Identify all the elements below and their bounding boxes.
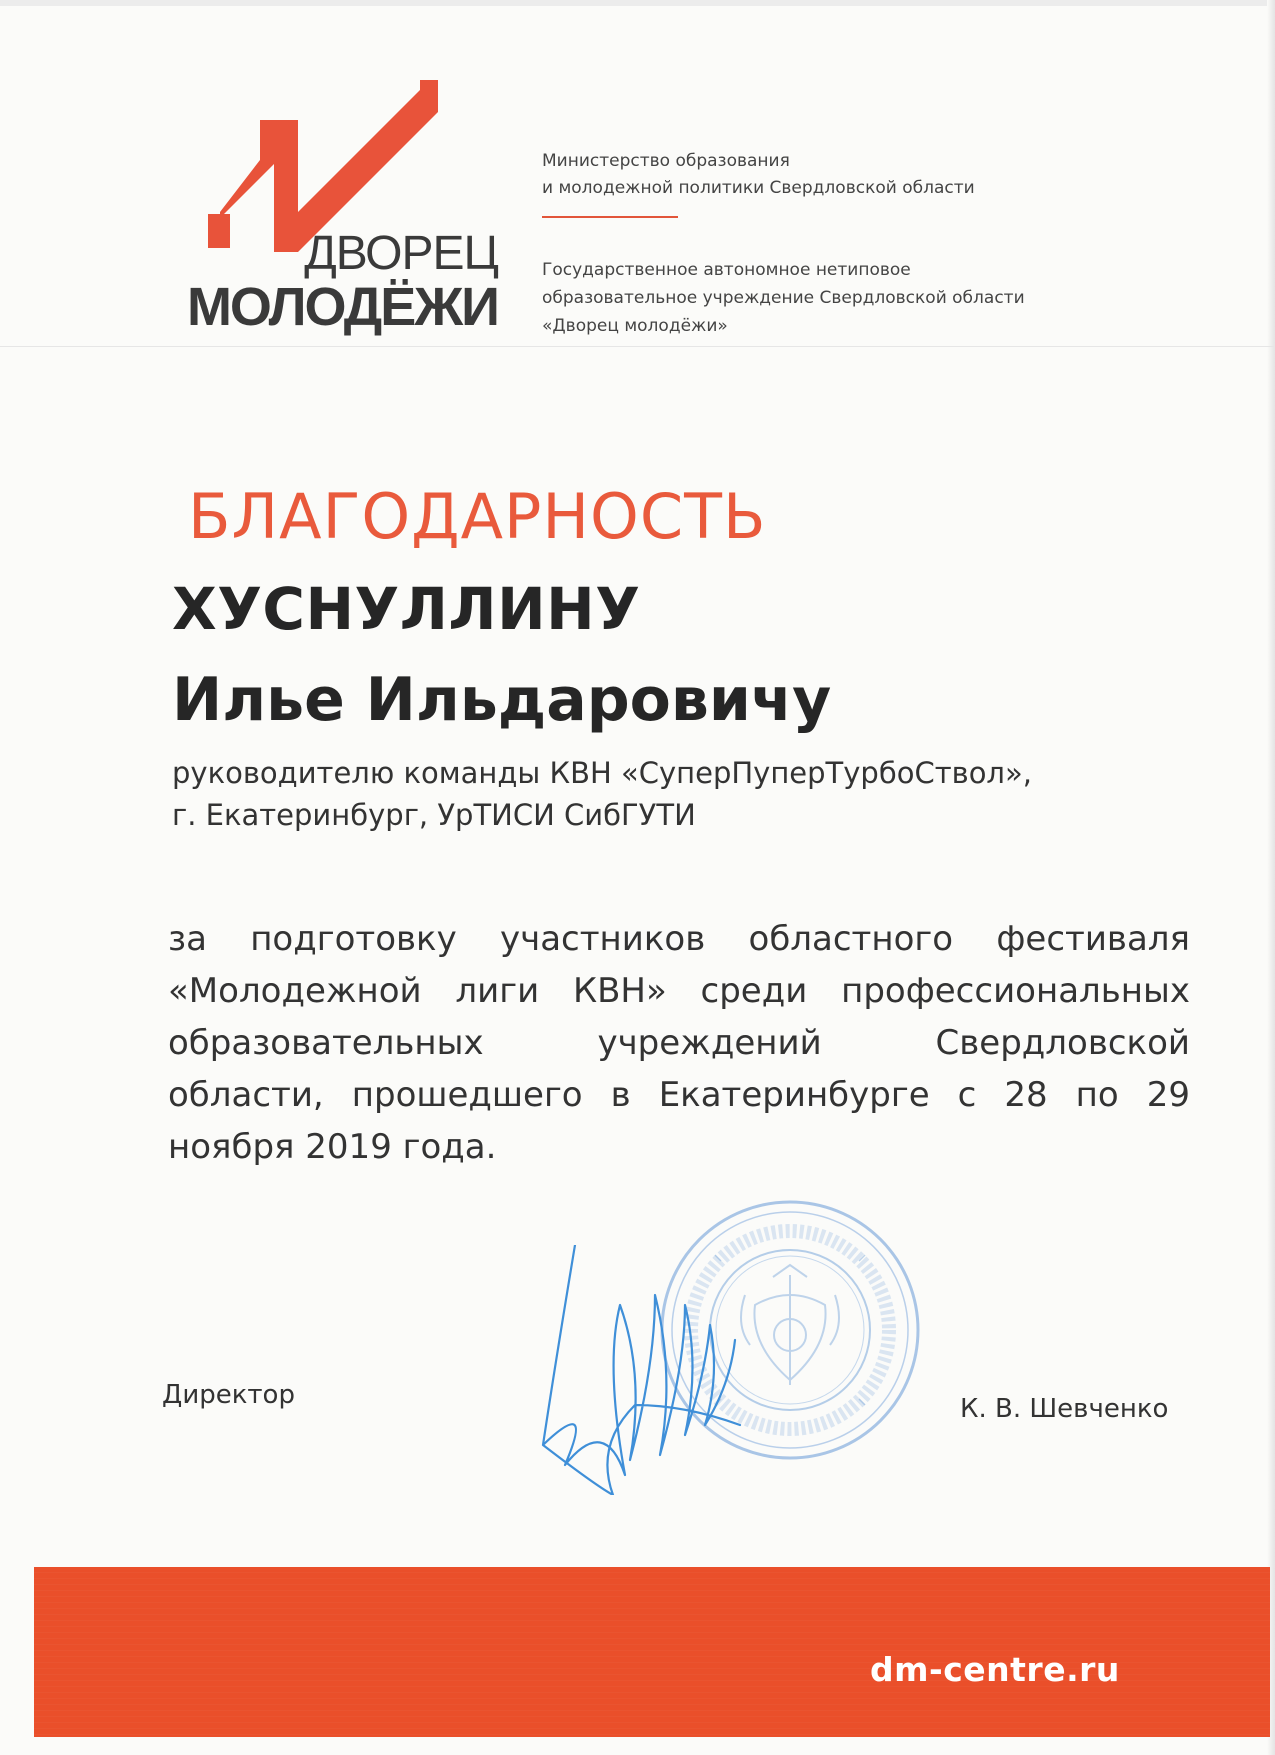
scan-edge [0,0,1275,6]
header-rule [0,346,1275,347]
institution-line: Государственное автономное нетиповое [542,260,911,280]
reason-line: образовательных учреждений Свердловской [168,1023,1190,1063]
signer-name: К. В. Шевченко [960,1394,1169,1424]
role-line: руководителю команды КВН «СуперПуперТурбоСтвол», [172,756,1032,790]
institution-line: «Дворец молодёжи» [542,316,728,336]
dvorets-molodezhi-logo [180,80,500,340]
ministry-line: и молодежной политики Свердловской области [542,178,975,198]
website-url[interactable]: dm-centre.ru [870,1650,1120,1689]
institution-line: образовательное учреждение Свердловской области [542,288,1025,308]
recipient-surname: ХУСНУЛЛИНУ [172,575,641,643]
recipient-given-name: Илье Ильдаровичу [172,665,832,735]
director-signature-icon [535,1245,775,1495]
ministry-line: Министерство образования [542,151,790,171]
reason-line: области, прошедшего в Екатеринбурге с 28 по 29 [168,1075,1190,1115]
logo-text-line1: ДВОРЕЦ [304,227,498,280]
document-title: БЛАГОДАРНОСТЬ [188,480,767,553]
recipient-role [172,752,1172,836]
role-line: г. Екатеринбург, УрТИСИ СибГУТИ [172,798,696,832]
institution-name [542,256,1102,340]
reason-line: ноября 2019 года. [168,1127,497,1167]
signer-position: Директор [162,1380,295,1410]
header-divider [542,216,678,218]
ministry-name [542,148,1062,202]
logo-text-line2: МОЛОДЁЖИ [186,277,498,337]
reason-line: «Молодежной лиги КВН» среди профессиональных [168,971,1190,1011]
scan-edge-shadow [1267,0,1275,1755]
award-reason [168,913,1190,1173]
reason-line: за подготовку участников областного фестиваля [168,919,1190,959]
